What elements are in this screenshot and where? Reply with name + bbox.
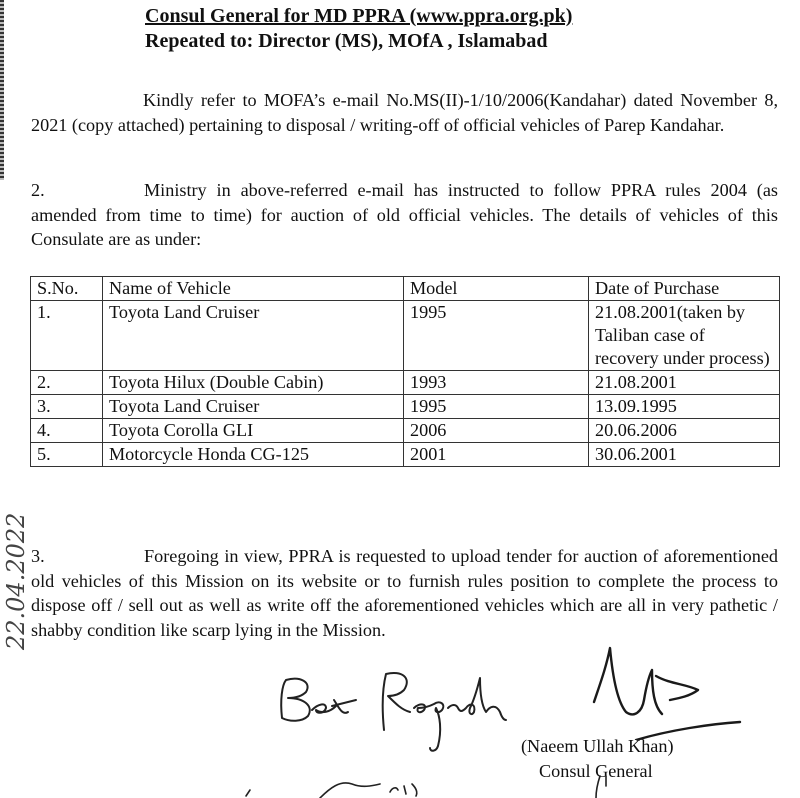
cell-date-of-purchase: 21.08.2001(taken by Taliban case of recovery under process): [589, 301, 780, 371]
cell-vehicle-name: Motorcycle Honda CG-125: [103, 443, 404, 467]
signatory-title: Consul General: [539, 761, 653, 781]
cell-sno: 2.: [31, 371, 103, 395]
table-row: [31, 443, 780, 467]
cell-date-of-purchase: 13.09.1995: [589, 395, 780, 419]
paragraph-2: [31, 178, 778, 252]
cell-model: 2001: [404, 443, 589, 467]
header-date-of-purchase: Date of Purchase: [589, 277, 780, 301]
signature-mark: [590, 640, 770, 740]
handwritten-annotation-cutoff: [240, 772, 660, 798]
cell-vehicle-name: Toyota Corolla GLI: [103, 419, 404, 443]
cell-sno: 1.: [31, 301, 103, 371]
header-vehicle-name: Name of Vehicle: [103, 277, 404, 301]
table-row: [31, 371, 780, 395]
signatory-name: (Naeem Ullah Khan): [521, 736, 674, 756]
table-row: [31, 301, 780, 371]
header-model: Model: [404, 277, 589, 301]
cell-model: 2006: [404, 419, 589, 443]
paragraph-3-number: 3.: [31, 546, 45, 566]
addressee-line: Consul General for MD PPRA (www.ppra.org.pk): [145, 5, 573, 27]
table-row: [31, 395, 780, 419]
cell-sno: 5.: [31, 443, 103, 467]
cell-model: 1993: [404, 371, 589, 395]
cell-model: 1995: [404, 301, 589, 371]
cell-model: 1995: [404, 395, 589, 419]
cell-sno: 3.: [31, 395, 103, 419]
cell-vehicle-name: Toyota Land Cruiser: [103, 395, 404, 419]
paragraph-3: [31, 544, 778, 642]
cell-sno: 4.: [31, 419, 103, 443]
paragraph-2-text: Ministry in above-referred e-mail has instructed to follow PPRA rules 2004 (as amended from time to time) for auction of old official vehicles. The details of vehicles of this Consulate are as under:: [31, 180, 778, 249]
cell-date-of-purchase: 20.06.2006: [589, 419, 780, 443]
header-sno: S.No.: [31, 277, 103, 301]
paragraph-3-text: Foregoing in view, PPRA is requested to upload tender for auction of aforementioned old vehicles of this Mission on its website or to furnish rules position to complete the process to dispose off / sell out as well as write off the aforementioned vehicles which are all in very pathetic / shabby condition like scarp lying in the Mission.: [31, 546, 778, 640]
table-header-row: [31, 277, 780, 301]
vehicles-table: [30, 276, 780, 467]
paragraph-2-number: 2.: [31, 180, 45, 200]
scan-edge-artifact: [0, 0, 4, 180]
paragraph-1: Kindly refer to MOFA’s e-mail No.MS(II)-1/10/2006(Kandahar) dated November 8, 2021 (copy attached) pertaining to disposal / writing-off of official vehicles of Parep Kandahar.: [31, 90, 778, 135]
cell-vehicle-name: Toyota Land Cruiser: [103, 301, 404, 371]
repeated-to-line: Repeated to: Director (MS), MOfA , Islamabad: [145, 30, 548, 52]
cell-vehicle-name: Toyota Hilux (Double Cabin): [103, 371, 404, 395]
table-row: [31, 419, 780, 443]
margin-handwritten-date: 22.04.2022: [2, 512, 30, 650]
cell-date-of-purchase: 21.08.2001: [589, 371, 780, 395]
handwritten-best-regards: [270, 660, 520, 760]
cell-date-of-purchase: 30.06.2001: [589, 443, 780, 467]
